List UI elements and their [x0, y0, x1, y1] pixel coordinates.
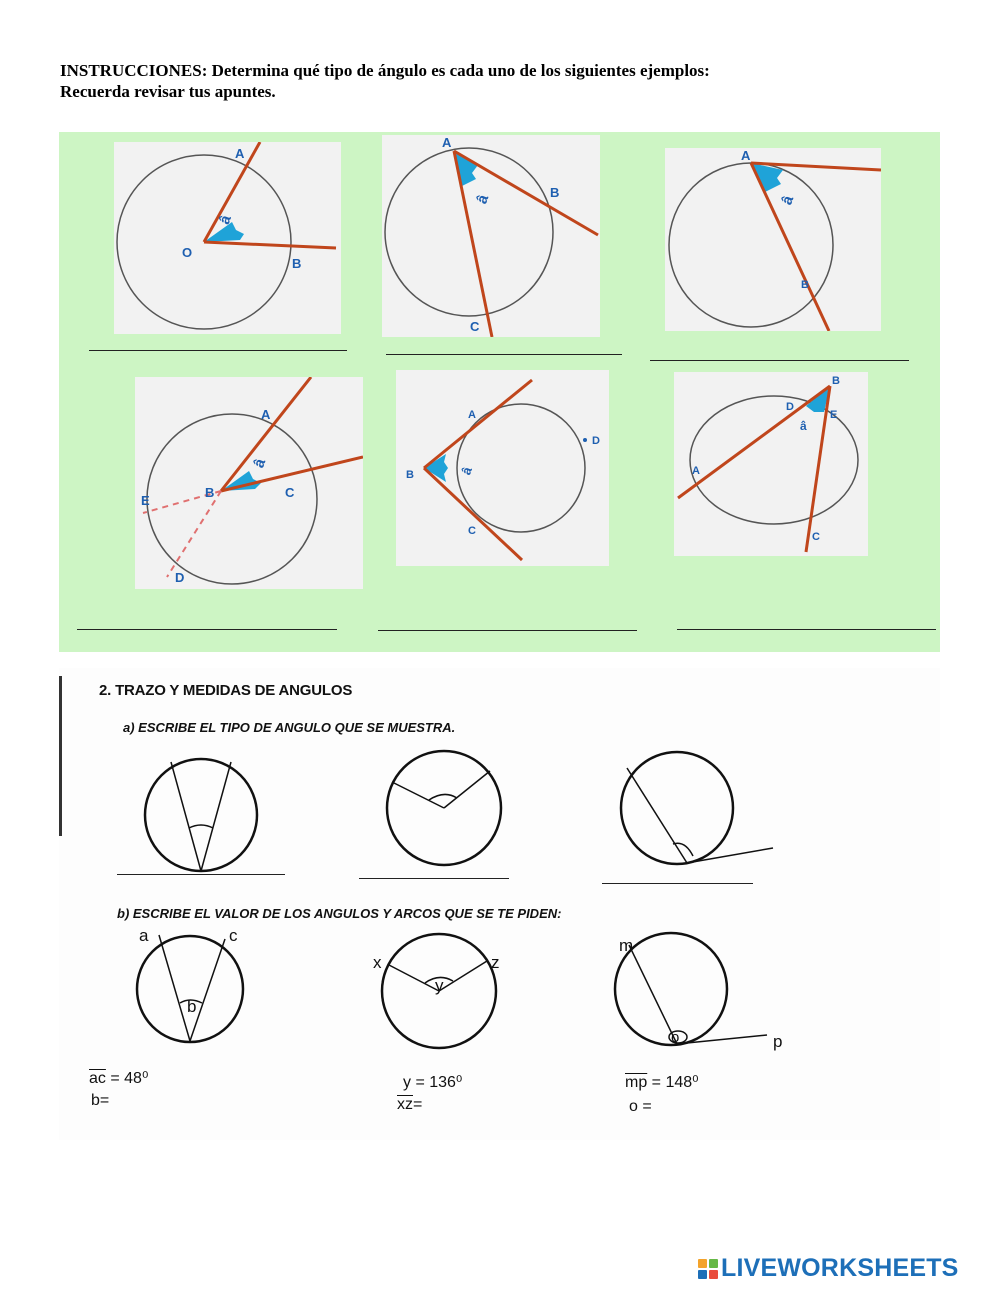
arc-xz: $\overline{xz}$	[397, 1096, 413, 1113]
liveworksheets-logo	[698, 1254, 959, 1283]
answer-b-input[interactable]	[117, 1090, 201, 1114]
label-c: C	[812, 531, 820, 543]
label-a: A	[235, 146, 245, 161]
label-a: A	[442, 135, 452, 150]
label-y: y	[435, 976, 444, 995]
answer-line-1[interactable]	[89, 350, 347, 351]
part-b-label: b) ESCRIBE EL VALOR DE LOS ANGULOS Y ARCOS QUE SE TE PIDEN:	[117, 906, 562, 921]
label-c: C	[285, 485, 295, 500]
logo-block-3	[698, 1270, 707, 1279]
figure-semi-inscribed-angle	[665, 148, 881, 331]
label-m: m	[619, 936, 634, 955]
label-b: B	[205, 485, 215, 500]
label-d: D	[592, 435, 600, 447]
part-a-answer-line-3[interactable]	[602, 883, 753, 884]
label-c: c	[229, 926, 238, 945]
eq-b1-arc	[89, 1068, 148, 1088]
eq-b3-arc	[625, 1072, 699, 1092]
instructions	[60, 60, 940, 102]
angle-label: â	[458, 464, 475, 477]
eq-b1-value: = 48⁰	[105, 1070, 149, 1087]
section-2-heading: 2. TRAZO Y MEDIDAS DE ANGULOS	[99, 682, 353, 699]
answer-line-5[interactable]	[378, 630, 637, 631]
figure-inscribed-angle	[382, 135, 600, 337]
answer-o-input[interactable]	[659, 1096, 743, 1120]
logo-block-1	[698, 1259, 707, 1268]
label-o: o	[671, 1029, 680, 1046]
label-e: E	[830, 409, 838, 421]
arc-ac: $\overline{ac}$	[89, 1070, 106, 1087]
figures-panel	[59, 132, 940, 652]
label-d: D	[786, 401, 794, 413]
brand-name: LIVEWORKSHEETS	[721, 1254, 959, 1282]
instructions-line-1: INSTRUCCIONES: Determina qué tipo de ángulo es cada uno de los siguientes ejemplos:	[60, 61, 710, 80]
label-d: D	[175, 570, 185, 585]
angle-label: â	[778, 193, 798, 208]
part-a-answer-line-1[interactable]	[117, 874, 285, 875]
label-p: p	[773, 1032, 783, 1051]
label-b: B	[292, 256, 302, 271]
answer-line-2[interactable]	[386, 354, 622, 355]
part-a-answer-line-2[interactable]	[359, 878, 509, 879]
section-2	[59, 668, 940, 1140]
label-z: z	[491, 953, 500, 972]
instructions-line-2: Recuerda revisar tus apuntes.	[60, 82, 276, 101]
answer-xz-input[interactable]	[435, 1094, 519, 1118]
logo-block-2	[709, 1259, 718, 1268]
part-b-figures	[59, 923, 940, 1053]
label-e: E	[141, 493, 150, 508]
label-c: C	[468, 525, 476, 537]
label-a: A	[741, 148, 751, 163]
label-o: O	[182, 245, 193, 260]
label-b: B	[832, 375, 840, 387]
answer-line-4[interactable]	[77, 629, 337, 630]
eq-b3-value: = 148⁰	[647, 1074, 699, 1091]
logo-blocks-icon	[698, 1259, 718, 1279]
figure-interior-angle	[135, 377, 363, 589]
label-b: B	[406, 469, 414, 481]
eq-b3-answer-label: o =	[629, 1098, 652, 1115]
label-a: a	[139, 926, 149, 945]
answer-line-3[interactable]	[650, 360, 909, 361]
part-a-label: a) ESCRIBE EL TIPO DE ANGULO QUE SE MUESTRA.	[123, 720, 456, 735]
eq-b2-equals: =	[413, 1096, 423, 1113]
figure-central-angle	[114, 142, 341, 334]
label-a: A	[261, 407, 271, 422]
label-b: B	[550, 185, 560, 200]
eq-b2-value: y = 136⁰	[403, 1074, 463, 1091]
angle-label: â	[800, 419, 807, 433]
logo-block-4	[709, 1270, 718, 1279]
label-b: b	[187, 997, 197, 1016]
label-a: A	[692, 465, 700, 477]
label-c: C	[470, 319, 480, 334]
eq-b2-arc	[397, 1096, 422, 1114]
arc-mp: $\overline{mp}$	[625, 1074, 648, 1091]
figure-secant-angle	[674, 372, 868, 556]
eq-b1-answer-label: b=	[91, 1092, 110, 1109]
angle-label: â	[250, 456, 270, 471]
label-x: x	[373, 953, 382, 972]
angle-label: â	[216, 213, 235, 227]
label-b: B	[801, 279, 809, 291]
label-a: A	[468, 409, 476, 421]
figure-exterior-angle	[396, 370, 609, 566]
answer-line-6[interactable]	[677, 629, 936, 630]
angle-label: â	[473, 192, 493, 207]
